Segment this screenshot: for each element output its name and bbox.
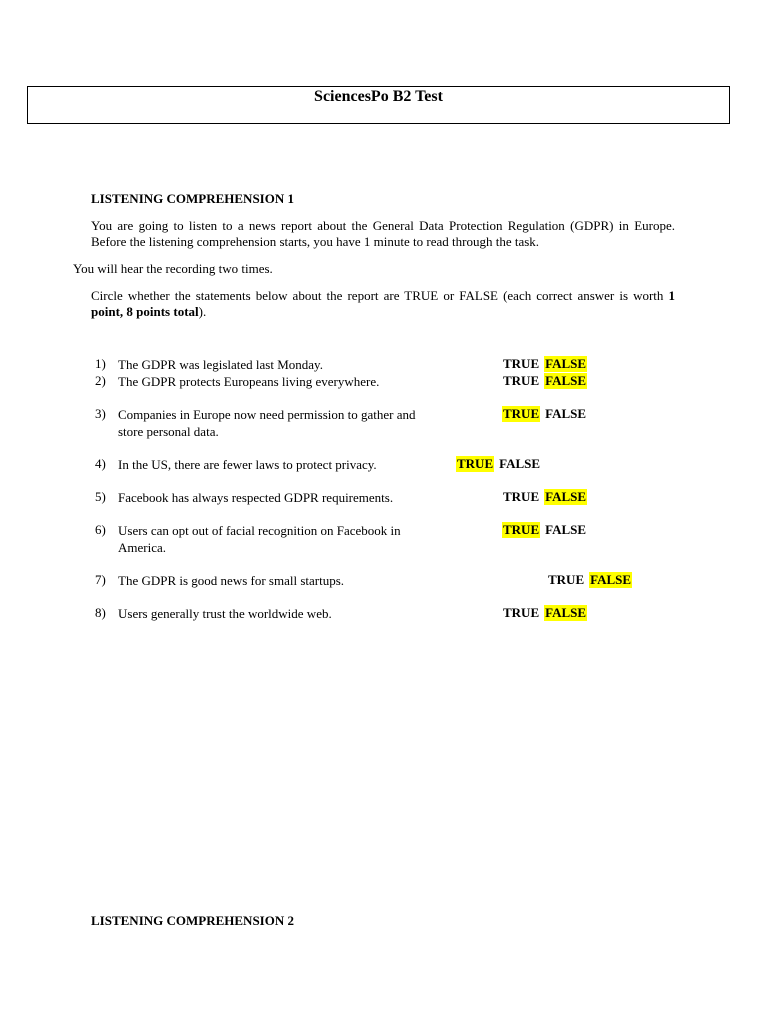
- instruction-text-bold: 1 point, 8 points total: [91, 288, 675, 319]
- answer-options: [547, 572, 632, 588]
- option-false[interactable]: FALSE: [499, 456, 541, 471]
- option-true[interactable]: TRUE: [503, 406, 540, 421]
- title-box: [27, 86, 730, 124]
- answer-options: [502, 373, 587, 389]
- option-true[interactable]: TRUE: [503, 373, 540, 388]
- instruction-paragraph: [91, 288, 675, 320]
- option-true[interactable]: TRUE: [503, 489, 540, 504]
- option-true[interactable]: TRUE: [548, 572, 585, 587]
- answer-options: [456, 456, 541, 472]
- option-false[interactable]: FALSE: [545, 489, 587, 504]
- question-number: 7): [95, 572, 106, 587]
- answer-options: [502, 356, 587, 372]
- question-text: Users generally trust the worldwide web.: [118, 606, 332, 621]
- option-true[interactable]: TRUE: [457, 456, 494, 471]
- question-number: 8): [95, 605, 106, 620]
- question-number: 3): [95, 406, 106, 421]
- instruction-text-post: ).: [198, 304, 207, 319]
- option-true[interactable]: TRUE: [503, 605, 540, 620]
- option-false[interactable]: FALSE: [545, 522, 587, 537]
- option-false[interactable]: FALSE: [545, 356, 587, 371]
- option-false[interactable]: FALSE: [590, 572, 632, 587]
- question-text: Users can opt out of facial recognition on Facebook in America.: [118, 523, 401, 555]
- question-number: 6): [95, 522, 106, 537]
- page-title: SciencesPo B2 Test: [314, 88, 443, 105]
- answer-options: [502, 522, 587, 538]
- answer-options: [502, 605, 587, 621]
- question-text: In the US, there are fewer laws to protect privacy.: [118, 457, 377, 472]
- instruction-text-pre: Circle whether the statements below about the report are TRUE or FALSE (each correct answer is worth: [91, 288, 669, 303]
- section-heading-1: LISTENING COMPREHENSION 1: [91, 191, 294, 206]
- option-true[interactable]: TRUE: [503, 522, 540, 537]
- answer-options: [502, 489, 587, 505]
- intro-paragraph: You are going to listen to a news report about the General Data Protection Regulation (GDPR) in Europe. Before the listening comprehension starts, you have 1 minute to read through the task.: [91, 218, 675, 249]
- question-text: Facebook has always respected GDPR requirements.: [118, 490, 394, 505]
- question-text: The GDPR was legislated last Monday.: [118, 357, 323, 372]
- option-false[interactable]: FALSE: [545, 373, 587, 388]
- question-number: 1): [95, 356, 106, 371]
- hear-twice-note: You will hear the recording two times.: [73, 261, 273, 276]
- question-text: The GDPR is good news for small startups.: [118, 573, 345, 588]
- option-true[interactable]: TRUE: [503, 356, 540, 371]
- section-heading-2: LISTENING COMPREHENSION 2: [91, 913, 294, 928]
- question-text: Companies in Europe now need permission to gather and store personal data.: [118, 407, 416, 439]
- option-false[interactable]: FALSE: [545, 605, 587, 620]
- option-false[interactable]: FALSE: [545, 406, 587, 421]
- question-text: The GDPR protects Europeans living everywhere.: [118, 374, 380, 389]
- question-number: 2): [95, 373, 106, 388]
- answer-options: [502, 406, 587, 422]
- question-number: 5): [95, 489, 106, 504]
- question-number: 4): [95, 456, 106, 471]
